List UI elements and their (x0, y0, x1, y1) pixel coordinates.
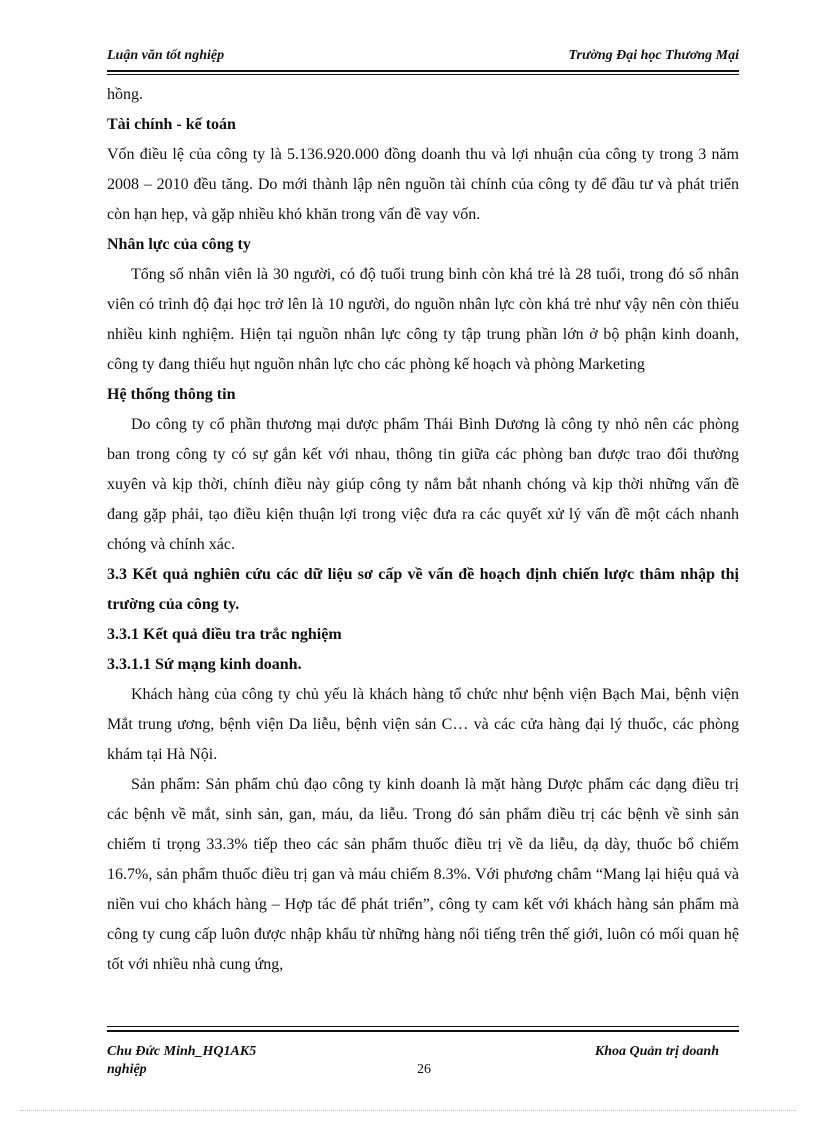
footer-author (107, 1043, 256, 1079)
section-heading-3-3-1-1: 3.3.1.1 Sứ mạng kinh doanh. (107, 656, 302, 673)
footer-author-line1: Chu Đức Minh_HQ1AK5 (107, 1044, 257, 1059)
header-rule-thin (107, 74, 739, 75)
footer-faculty: Khoa Quản trị doanh (594, 1044, 719, 1059)
paragraph-finance: Vốn điều lệ của công ty là 5.136.920.000 đồng doanh thu và lợi nhuận của công ty trong 3 năm 2008 – 2010 đều tăng. Do mới thành lập nên nguồn tài chính của công ty để đầu tư và phát triển còn hạn hẹp, và gặp nhiều khó khăn trong vấn đề vay vốn. (107, 146, 739, 223)
page-header (107, 48, 739, 68)
page-number: 26 (417, 1062, 431, 1077)
paragraph-continuation: hồng. (107, 86, 143, 103)
heading-finance-accounting: Tài chính - kế toán (107, 116, 236, 133)
section-heading-3-3-1: 3.3.1 Kết quả điều tra trắc nghiệm (107, 626, 342, 643)
header-rule-thick (107, 70, 739, 72)
page-bottom-dotted-border (20, 1110, 796, 1111)
heading-information-system: Hệ thống thông tin (107, 386, 236, 403)
paragraph-customers: Khách hàng của công ty chủ yếu là khách hàng tổ chức như bệnh viện Bạch Mai, bệnh viện Mắt trung ương, bệnh viện Da liễu, bệnh viện sản C… và các cửa hàng đại lý thuốc, các phòng khám tại Hà Nội. (107, 686, 739, 763)
page-footer (107, 1043, 739, 1083)
footer-rule-thick (107, 1030, 739, 1032)
paragraph-information-system: Do công ty cổ phần thương mại dược phẩm Thái Bình Dương là công ty nhỏ nên các phòng ban trong công ty có sự gắn kết với nhau, thông tin giữa các phòng ban được trao đổi thường xuyên và kịp thời, chính điều này giúp công ty nắm bắt nhanh chóng và kịp thời những vấn đề đang gặp phải, tạo điều kiện thuận lợi trong việc đưa ra các quyết xử lý vấn đề một cách nhanh chóng và chính xác. (107, 416, 739, 553)
header-university-name: Trường Đại học Thương Mại (568, 48, 739, 63)
header-thesis-label: Luận văn tốt nghiệp (107, 48, 225, 63)
footer-author-line2: nghiệp (107, 1062, 147, 1077)
footer-rule-thin (107, 1026, 739, 1027)
section-heading-3-3: 3.3 Kết quả nghiên cứu các dữ liệu sơ cấp về vấn đề hoạch định chiến lược thâm nhập thị trường của công ty. (107, 566, 739, 613)
paragraph-human-resources: Tổng số nhân viên là 30 người, có độ tuổi trung bình còn khá trẻ là 28 tuổi, trong đó số nhân viên có trình độ đại học trở lên là 10 người, do nguồn nhân lực còn khá trẻ như vậy nên còn thiếu nhiều kinh nghiệm. Hiện tại nguồn nhân lực công ty tập trung phần lớn ở bộ phận kinh doanh, công ty đang thiếu hụt nguồn nhân lực cho các phòng kế hoạch và phòng Marketing (107, 266, 739, 373)
heading-human-resources: Nhân lực của công ty (107, 236, 251, 253)
paragraph-products: Sản phẩm: Sản phẩm chủ đạo công ty kinh doanh là mặt hàng Dược phẩm các dạng điều trị các bệnh về mắt, sinh sản, gan, máu, da liễu. Trong đó sản phẩm điều trị các bệnh về sinh sản chiếm tỉ trọng 33.3% tiếp theo các sản phẩm thuốc điều trị về da liễu, dạ dày, thuốc bổ chiếm 16.7%, sản phẩm thuốc điều trị gan và máu chiếm 8.3%. Với phương châm “Mang lại hiệu quả và niền vui cho khách hàng – Hợp tác để phát triển”, công ty cam kết với khách hàng sản phẩm mà công ty cung cấp luôn được nhập khẩu từ những hàng nổi tiếng trên thế giới, luôn có mối quan hệ tốt với nhiều nhà cung ứng, (107, 776, 739, 973)
document-body (107, 80, 739, 980)
